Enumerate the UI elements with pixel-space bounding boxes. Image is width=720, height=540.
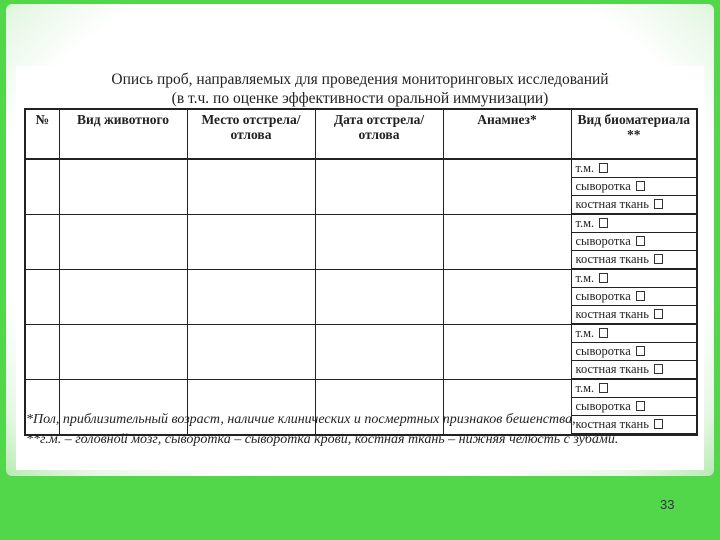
biomaterial-option[interactable] bbox=[572, 306, 697, 324]
footnote-2: **г.м. – головной мозг, сыворотка – сыворотка крови, костная ткань – нижняя челюсть с зубами. bbox=[26, 432, 619, 447]
sample-inventory-table bbox=[24, 108, 698, 436]
biomaterial-option-label: сыворотка bbox=[575, 289, 631, 303]
biomaterial-option[interactable] bbox=[572, 251, 697, 269]
table-row bbox=[25, 325, 697, 380]
cell-biomaterial bbox=[571, 159, 697, 215]
biomaterial-option-label: костная ткань bbox=[575, 307, 649, 321]
biomaterial-option-label: сыворотка bbox=[575, 179, 631, 193]
footnotes bbox=[26, 410, 698, 450]
checkbox-icon[interactable] bbox=[599, 383, 608, 393]
table-body bbox=[25, 159, 697, 435]
biomaterial-option-label: сыворотка bbox=[575, 399, 631, 413]
cell-animal-species[interactable] bbox=[59, 159, 187, 215]
title-line-1: Опись проб, направляемых для проведения мониторинговых исследований bbox=[111, 71, 609, 88]
table-row bbox=[25, 159, 697, 215]
biomaterial-option-label: т.м. bbox=[575, 326, 595, 340]
biomaterial-option[interactable] bbox=[572, 343, 697, 361]
checkbox-icon[interactable] bbox=[636, 236, 645, 246]
cell-capture-place[interactable] bbox=[187, 325, 315, 380]
checkbox-icon[interactable] bbox=[636, 181, 645, 191]
cell-anamnesis[interactable] bbox=[443, 325, 571, 380]
inventory-document bbox=[16, 66, 704, 470]
biomaterial-option[interactable] bbox=[572, 288, 697, 306]
cell-anamnesis[interactable] bbox=[443, 270, 571, 325]
header-number: № bbox=[25, 109, 59, 159]
cell-animal-species[interactable] bbox=[59, 325, 187, 380]
header-capture-date: Дата отстрела/отлова bbox=[315, 109, 443, 159]
biomaterial-option[interactable] bbox=[572, 178, 697, 196]
biomaterial-option[interactable] bbox=[572, 325, 697, 343]
biomaterial-option-label: костная ткань bbox=[575, 252, 649, 266]
cell-number[interactable] bbox=[25, 270, 59, 325]
biomaterial-option-label: костная ткань bbox=[575, 417, 649, 431]
checkbox-icon[interactable] bbox=[599, 163, 608, 173]
cell-capture-date[interactable] bbox=[315, 270, 443, 325]
checkbox-icon[interactable] bbox=[654, 254, 663, 264]
footnote-1: *Пол, приблизительный возраст, наличие клинических и посмертных признаков бешенства, bbox=[26, 412, 576, 427]
cell-anamnesis[interactable] bbox=[443, 159, 571, 215]
biomaterial-option-label: т.м. bbox=[575, 216, 595, 230]
biomaterial-option-label: т.м. bbox=[575, 381, 595, 395]
cell-biomaterial bbox=[571, 215, 697, 270]
table-header-row bbox=[25, 109, 697, 159]
checkbox-icon[interactable] bbox=[654, 309, 663, 319]
table-row bbox=[25, 270, 697, 325]
biomaterial-option-label: сыворотка bbox=[575, 344, 631, 358]
cell-capture-date[interactable] bbox=[315, 215, 443, 270]
biomaterial-option-label: костная ткань bbox=[575, 197, 649, 211]
cell-capture-date[interactable] bbox=[315, 325, 443, 380]
cell-biomaterial bbox=[571, 270, 697, 325]
checkbox-icon[interactable] bbox=[636, 291, 645, 301]
cell-capture-place[interactable] bbox=[187, 159, 315, 215]
table-row bbox=[25, 215, 697, 270]
title-line-2: (в т.ч. по оценке эффективности оральной иммунизации) bbox=[171, 90, 549, 107]
biomaterial-option[interactable] bbox=[572, 361, 697, 379]
document-title bbox=[16, 70, 704, 108]
biomaterial-option-label: сыворотка bbox=[575, 234, 631, 248]
biomaterial-option-label: т.м. bbox=[575, 161, 595, 175]
cell-animal-species[interactable] bbox=[59, 270, 187, 325]
header-biomaterial-type: Вид биоматериала ** bbox=[571, 109, 697, 159]
biomaterial-option-label: т.м. bbox=[575, 271, 595, 285]
biomaterial-option[interactable] bbox=[572, 233, 697, 251]
header-capture-place: Место отстрела/отлова bbox=[187, 109, 315, 159]
checkbox-icon[interactable] bbox=[599, 328, 608, 338]
biomaterial-option[interactable] bbox=[572, 270, 697, 288]
checkbox-icon[interactable] bbox=[599, 218, 608, 228]
cell-capture-place[interactable] bbox=[187, 270, 315, 325]
cell-number[interactable] bbox=[25, 325, 59, 380]
cell-animal-species[interactable] bbox=[59, 215, 187, 270]
header-anamnesis: Анамнез* bbox=[443, 109, 571, 159]
cell-capture-place[interactable] bbox=[187, 215, 315, 270]
header-animal-species: Вид животного bbox=[59, 109, 187, 159]
biomaterial-option[interactable] bbox=[572, 196, 697, 214]
biomaterial-option-label: костная ткань bbox=[575, 362, 649, 376]
checkbox-icon[interactable] bbox=[654, 199, 663, 209]
page-number: 33 bbox=[660, 497, 675, 512]
checkbox-icon[interactable] bbox=[636, 346, 645, 356]
checkbox-icon[interactable] bbox=[599, 273, 608, 283]
biomaterial-option[interactable] bbox=[572, 380, 697, 398]
checkbox-icon[interactable] bbox=[654, 364, 663, 374]
biomaterial-option[interactable] bbox=[572, 160, 697, 178]
cell-anamnesis[interactable] bbox=[443, 215, 571, 270]
cell-number[interactable] bbox=[25, 215, 59, 270]
cell-number[interactable] bbox=[25, 159, 59, 215]
biomaterial-option[interactable] bbox=[572, 215, 697, 233]
cell-biomaterial bbox=[571, 325, 697, 380]
cell-capture-date[interactable] bbox=[315, 159, 443, 215]
